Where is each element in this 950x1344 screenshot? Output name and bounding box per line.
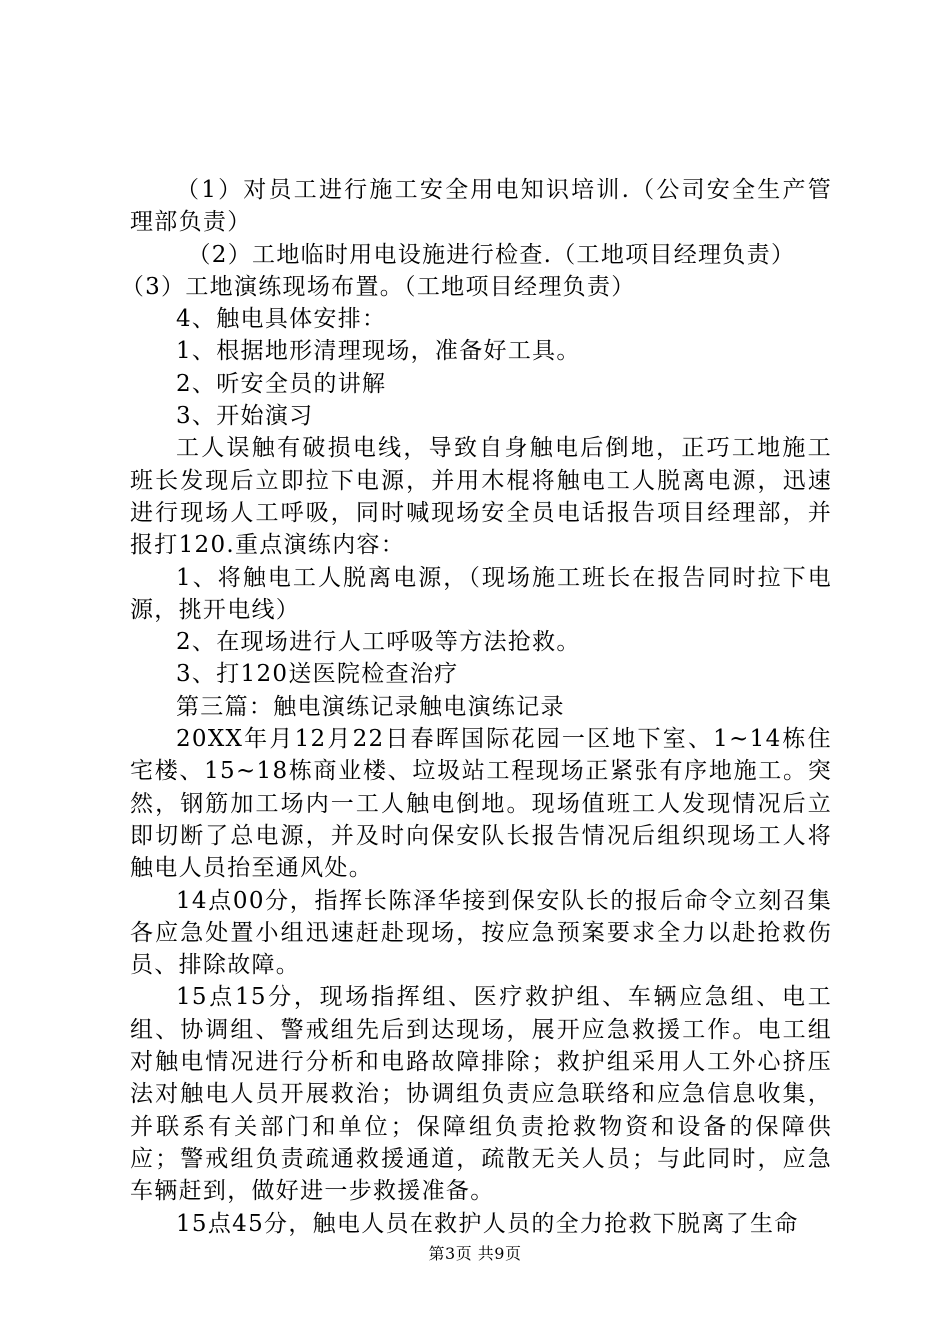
page-footer [0, 1244, 950, 1264]
paragraph-step-3: 3、开始演习 [176, 403, 314, 430]
paragraph-training: （1）对员工进行施工安全用电知识培训.（公司安全生产管理部负责） [130, 177, 832, 236]
paragraph-record-1515: 15点15分，现场指挥组、医疗救护组、车辆应急组、电工组、协调组、警戒组先后到达现场，展开应急救援工作。电工组对触电情况进行分析和电路故障排除；救护组采用人工外心挤压法对触电人员开展救治；协调组负责应急联络和应急信息收集，并联系有关部门和单位；保障组负责抢救物资和设备的保障供应；警戒组负责疏通救援通道，疏散无关人员；与此同时，应急车辆赶到，做好进一步救援准备。 [130, 984, 832, 1205]
paragraph-site-setup: （3）工地演练现场布置。（工地项目经理负责） [120, 273, 636, 300]
paragraph-key-3: 3、打120送医院检查治疗 [176, 661, 459, 688]
document-body [120, 174, 832, 1240]
paragraph-inspection: （2）工地临时用电设施进行检查.（工地项目经理负责） [187, 241, 796, 268]
paragraph-step-2: 2、听安全员的讲解 [176, 370, 387, 397]
paragraph-key-2: 2、在现场进行人工呼吸等方法抢救。 [176, 629, 581, 656]
paragraph-record-1545: 15点45分，触电人员在救护人员的全力抢救下脱离了生命 [176, 1210, 799, 1237]
paragraph-scenario: 工人误触有破损电线，导致自身触电后倒地，正巧工地施工班长发现后立即拉下电源，并用木棍将触电工人脱离电源，迅速进行现场人工呼吸，同时喊现场安全员电话报告项目经理部，并报打120.重点演练内容： [130, 435, 832, 559]
paragraph-record-intro: 20XX年月12月22日春晖国际花园一区地下室、1~14栋住宅楼、15~18栋商业楼、垃圾站工程现场正紧张有序地施工。突然，钢筋加工场内一工人触电倒地。现场值班工人发现情况后立即切断了总电源，并及时向保安队长报告情况后组织现场工人将触电人员抬至通风处。 [130, 726, 832, 882]
paragraph-arrangement-heading: 4、触电具体安排： [176, 306, 387, 333]
section-heading-part-three: 第三篇：触电演练记录触电演练记录 [176, 693, 565, 720]
paragraph-step-1: 1、根据地形清理现场，准备好工具。 [176, 338, 581, 365]
page-number: 第3页 共9页 [428, 1244, 522, 1263]
paragraph-key-1: 1、将触电工人脱离电源，（现场施工班长在报告同时拉下电源，挑开电线） [130, 564, 832, 623]
paragraph-record-1400: 14点00分，指挥长陈泽华接到保安队长的报后命令立刻召集各应急处置小组迅速赶赴现场，按应急预案要求全力以赴抢救伤员、排除故障。 [130, 887, 832, 979]
